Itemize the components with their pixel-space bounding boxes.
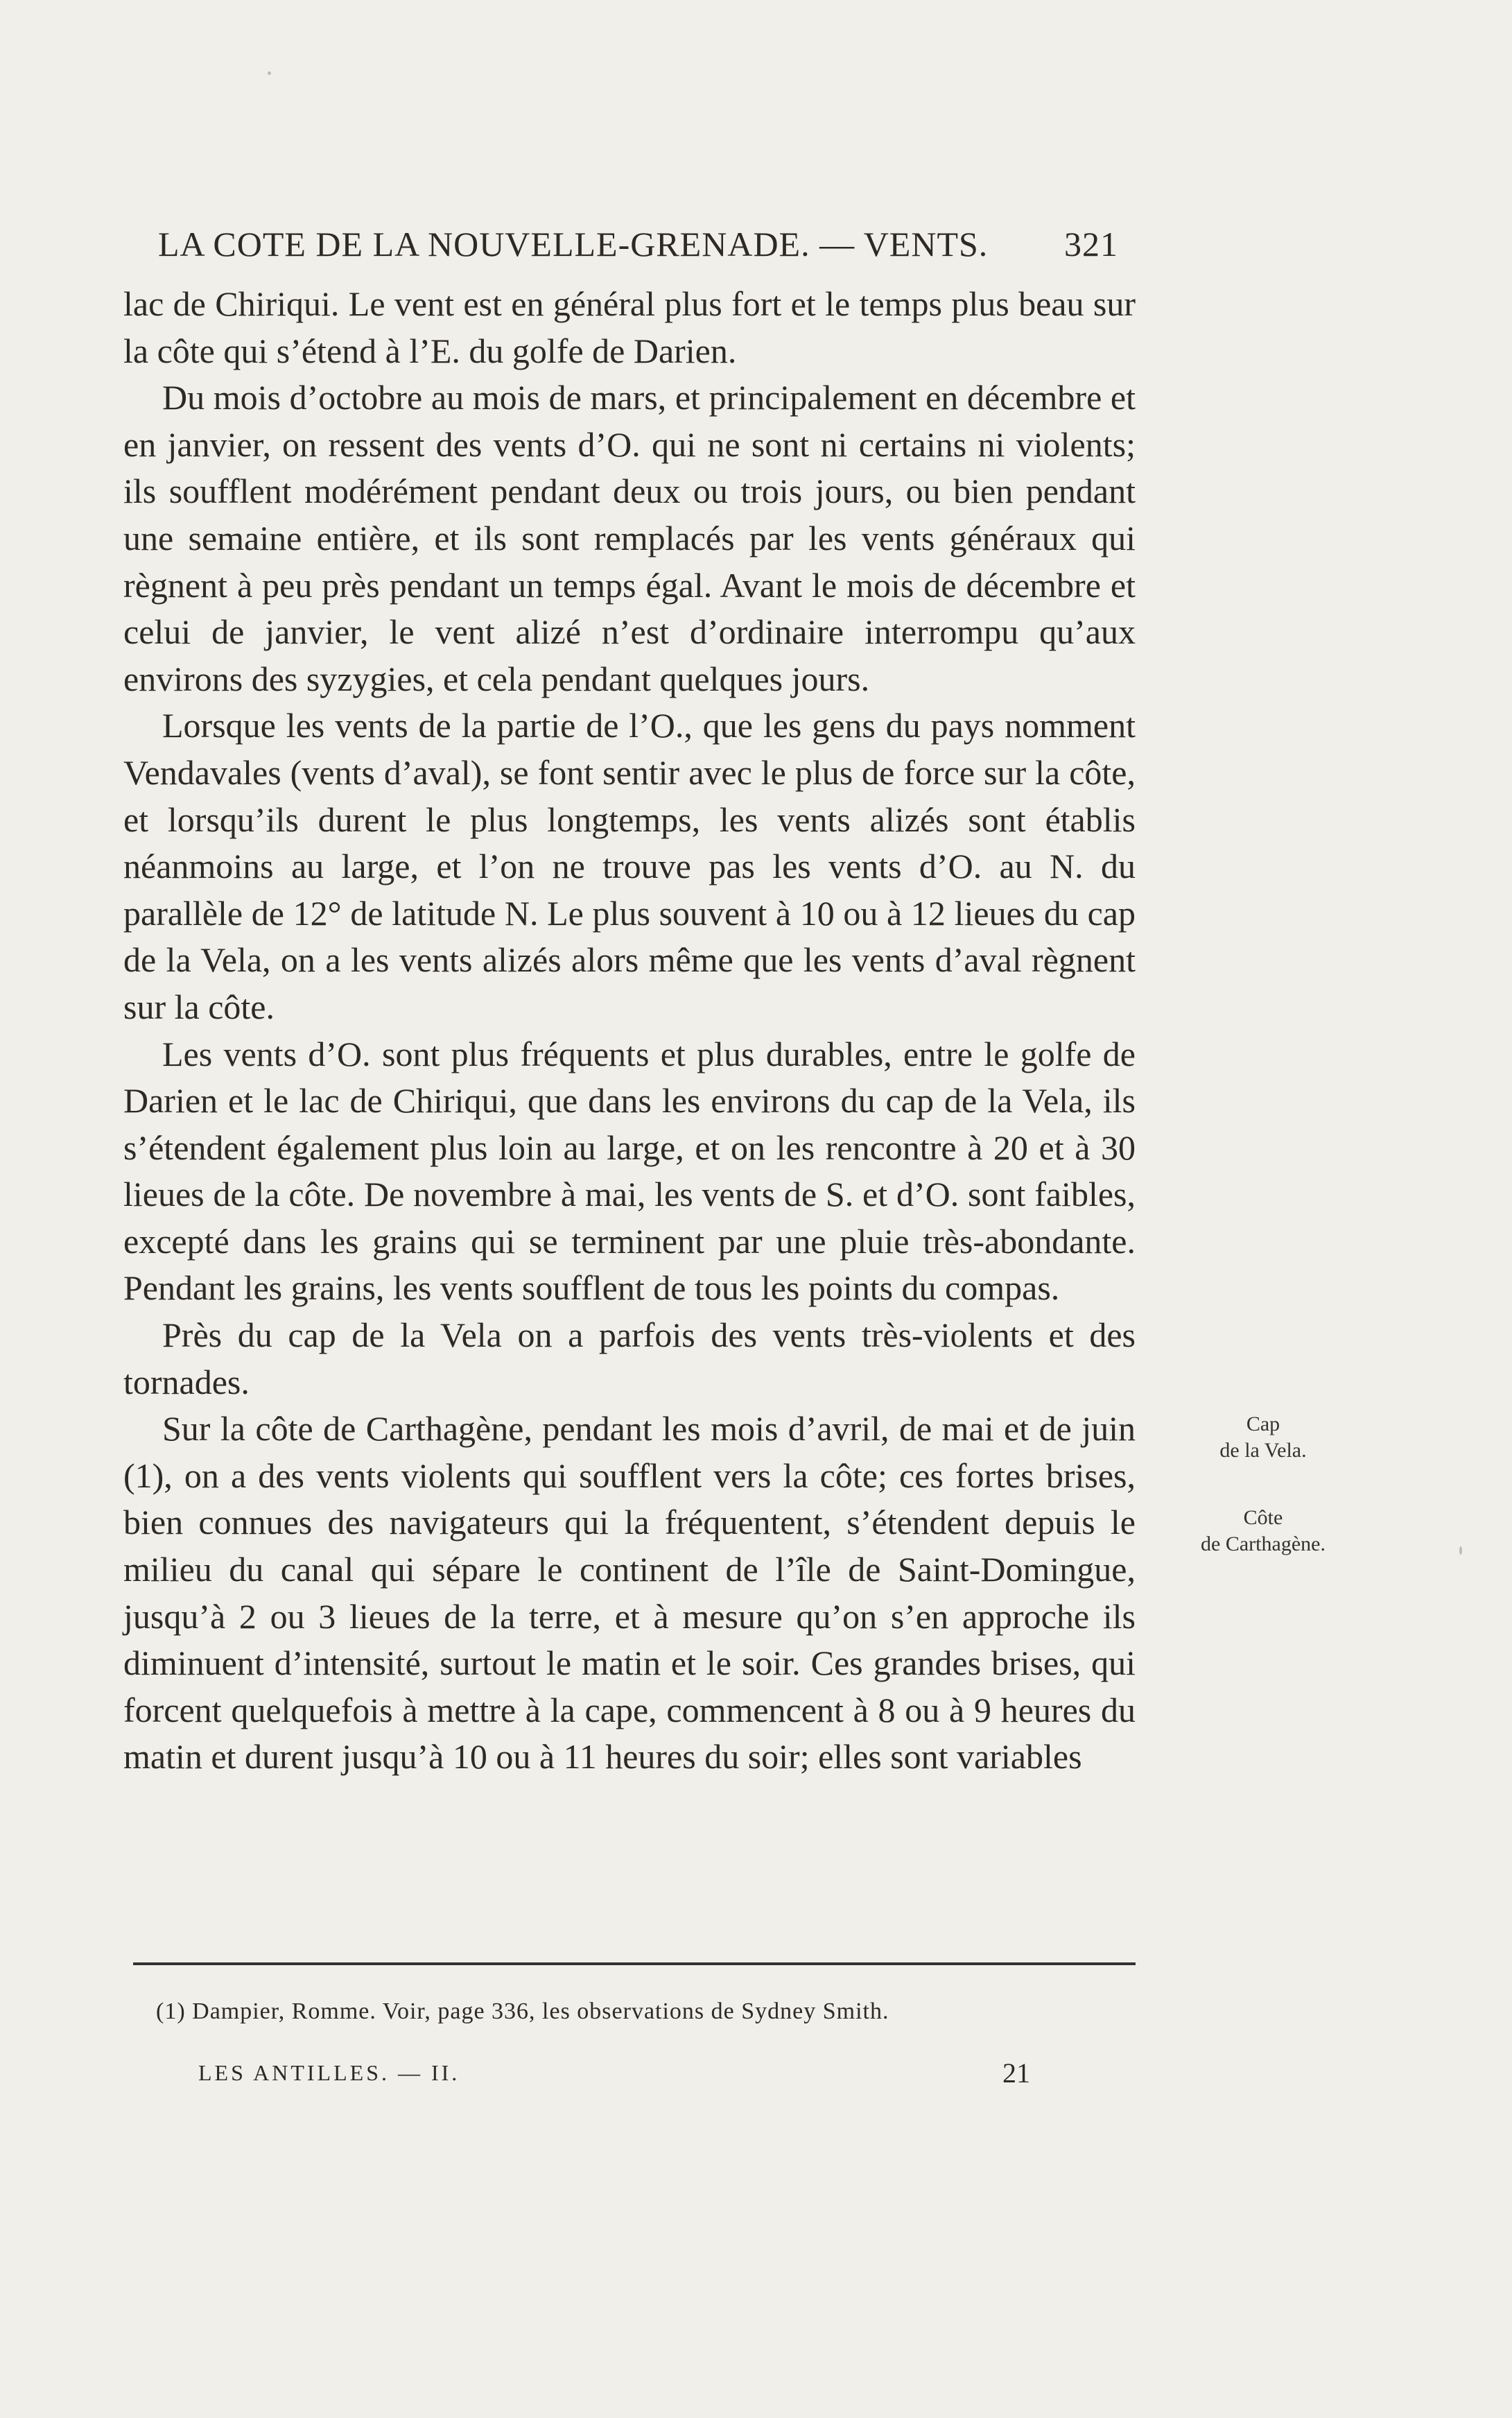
paragraph: lac de Chiriqui. Le vent est en général plus fort et le temps plus beau sur la côte qui s’étend à l’E. du golfe de Darien.: [123, 284, 1136, 370]
signature-mark: LES ANTILLES. — II.: [198, 2060, 460, 2085]
body-text: [123, 281, 1136, 1781]
margin-note-line: Cap: [1246, 1413, 1280, 1435]
paragraph: Lorsque les vents de la partie de l’O., que les gens du pays nomment Vendavales (vents d’aval), se font sentir avec le plus de force sur la côte, et lorsqu’ils durent le plus longtemps, les vents alizés sont établis néanmoins au large, et l’on ne trouve pas les vents d’O. au N. du parallèle de 12° de latitude N. Le plus souvent à 10 ou à 12 lieues du cap de la Vela, on a les vents alizés alors même que les vents d’aval règnent sur la côte.: [123, 706, 1136, 1026]
running-header: [158, 223, 1129, 265]
footnote: (1) Dampier, Romme. Voir, page 336, les observations de Sydney Smith.: [156, 1998, 889, 2024]
paper-speck: [268, 71, 271, 75]
margin-note-line: de la Vela.: [1219, 1439, 1307, 1462]
margin-note-cap-de-la-vela: [1159, 1411, 1367, 1464]
margin-note-line: de Carthagène.: [1201, 1532, 1326, 1555]
footnote-rule: [133, 1962, 1136, 1965]
paragraph: Les vents d’O. sont plus fréquents et plus durables, entre le golfe de Darien et le lac de Chiriqui, que dans les environs du cap de la Vela, ils s’étendent également plus loin au large, et on les rencontre à 20 et à 30 lieues de la côte. De novembre à mai, les vents de S. et d’O. sont faibles, excepté dans les grains qui se terminent par une pluie très-abondante. Pendant les grains, les vents soufflent de tous les points du compas.: [123, 1034, 1136, 1308]
sheet-number: 21: [1002, 2057, 1030, 2089]
running-title: LA COTE DE LA NOUVELLE-GRENADE. — VENTS.: [158, 225, 989, 264]
paragraph: Du mois d’octobre au mois de mars, et principalement en décembre et en janvier, on ressent des vents d’O. qui ne sont ni certains ni violents; ils soufflent modérément pendant deux ou trois jours, ou bien pendant une semaine entière, et ils sont remplacés par les vents généraux qui règnent à peu près pendant un temps égal. Avant le mois de décembre et celui de janvier, le vent alizé n’est d’ordinaire interrompu qu’aux environs des syzygies, et cela pendant quelques jours.: [123, 378, 1136, 698]
paragraph: Sur la côte de Carthagène, pendant les mois d’avril, de mai et de juin (1), on a des vents violents qui soufflent vers la côte; ces fortes brises, bien connues des navigateurs qui la fréquentent, s’étendent depuis le milieu du canal qui sépare le continent de l’île de Saint-Domingue, jusqu’à 2 ou 3 lieues de la terre, et à mesure qu’on s’en approche ils diminuent d’intensité, surtout le matin et le soir. Ces grandes brises, qui forcent quelquefois à mettre à la cape, commencent à 8 ou à 9 heures du matin et durent jusqu’à 10 ou à 11 heures du soir; elles sont variables: [123, 1409, 1136, 1777]
paragraph: Près du cap de la Vela on a parfois des vents très-violents et des tornades.: [123, 1315, 1136, 1401]
page-number: 321: [1064, 225, 1118, 264]
margin-note-line: Côte: [1243, 1506, 1283, 1529]
paper-speck: [1459, 1546, 1462, 1555]
margin-note-cote-de-carthagene: [1159, 1505, 1367, 1557]
